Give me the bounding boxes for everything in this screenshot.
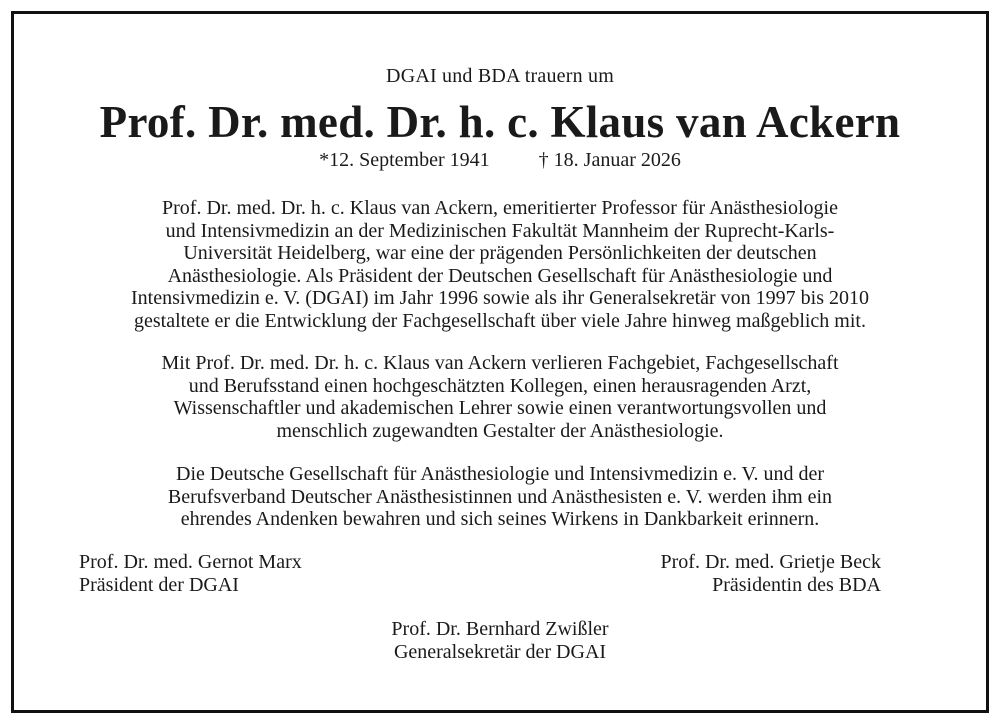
text-line: Intensivmedizin e. V. (DGAI) im Jahr 1996 sowie als ihr Generalsekretär von 1997 bis 2010 bbox=[131, 287, 869, 310]
text-line: Universität Heidelberg, war eine der prägenden Persönlichkeiten der deutschen bbox=[183, 242, 817, 265]
biography-paragraph bbox=[14, 197, 986, 333]
signatory-role: Generalsekretär der DGAI bbox=[393, 641, 607, 663]
signatory-name: Prof. Dr. med. Gernot Marx bbox=[79, 551, 302, 573]
signatory-name: Prof. Dr. med. Grietje Beck bbox=[660, 551, 881, 573]
death-date: † 18. Januar 2026 bbox=[538, 149, 681, 171]
signatory-role: Präsidentin des BDA bbox=[712, 574, 881, 596]
signatory-secretary-general bbox=[14, 618, 986, 664]
text-line: gestaltete er die Entwicklung der Fachgesellschaft über viele Jahre hinweg maßgeblich mit. bbox=[134, 309, 866, 332]
text-line: Wissenschaftler und akademischen Lehrer sowie einen verantwortungsvollen und bbox=[173, 397, 827, 420]
life-dates bbox=[14, 149, 986, 172]
text-line: ehrendes Andenken bewahren und sich seines Wirkens in Dankbarkeit erinnern. bbox=[180, 508, 820, 531]
signatory-role: Präsident der DGAI bbox=[79, 574, 239, 596]
text-line: Die Deutsche Gesellschaft für Anästhesiologie und Intensivmedizin e. V. und der bbox=[176, 463, 824, 485]
intro-line: DGAI und BDA trauern um bbox=[386, 65, 614, 87]
obituary-notice bbox=[11, 11, 989, 713]
text-line: menschlich zugewandten Gestalter der Anästhesiologie. bbox=[276, 419, 724, 442]
text-line: und Berufsstand einen hochgeschätzten Kollegen, einen herausragenden Arzt, bbox=[188, 374, 812, 397]
signatory-dgai-president bbox=[79, 551, 302, 597]
text-line: Berufsverband Deutscher Anästhesistinnen und Anästhesisten e. V. werden ihm ein bbox=[167, 485, 833, 508]
text-line: und Intensivmedizin an der Medizinischen Fakultät Mannheim der Ruprecht-Karls- bbox=[165, 219, 835, 242]
signatory-bda-president bbox=[661, 551, 882, 597]
text-line: Prof. Dr. med. Dr. h. c. Klaus van Ackern, emeritierter Professor für Anästhesiologie bbox=[162, 197, 838, 219]
text-line: Mit Prof. Dr. med. Dr. h. c. Klaus van Ackern verlieren Fachgebiet, Fachgesellschaft bbox=[161, 352, 839, 374]
signatory-name: Prof. Dr. Bernhard Zwißler bbox=[391, 618, 609, 640]
tribute-paragraph bbox=[14, 352, 986, 442]
remembrance-paragraph bbox=[14, 463, 986, 531]
birth-date: *12. September 1941 bbox=[319, 149, 490, 171]
text-line: Anästhesiologie. Als Präsident der Deutschen Gesellschaft für Anästhesiologie und bbox=[167, 264, 833, 287]
deceased-name: Prof. Dr. med. Dr. h. c. Klaus van Ackern bbox=[99, 97, 901, 147]
